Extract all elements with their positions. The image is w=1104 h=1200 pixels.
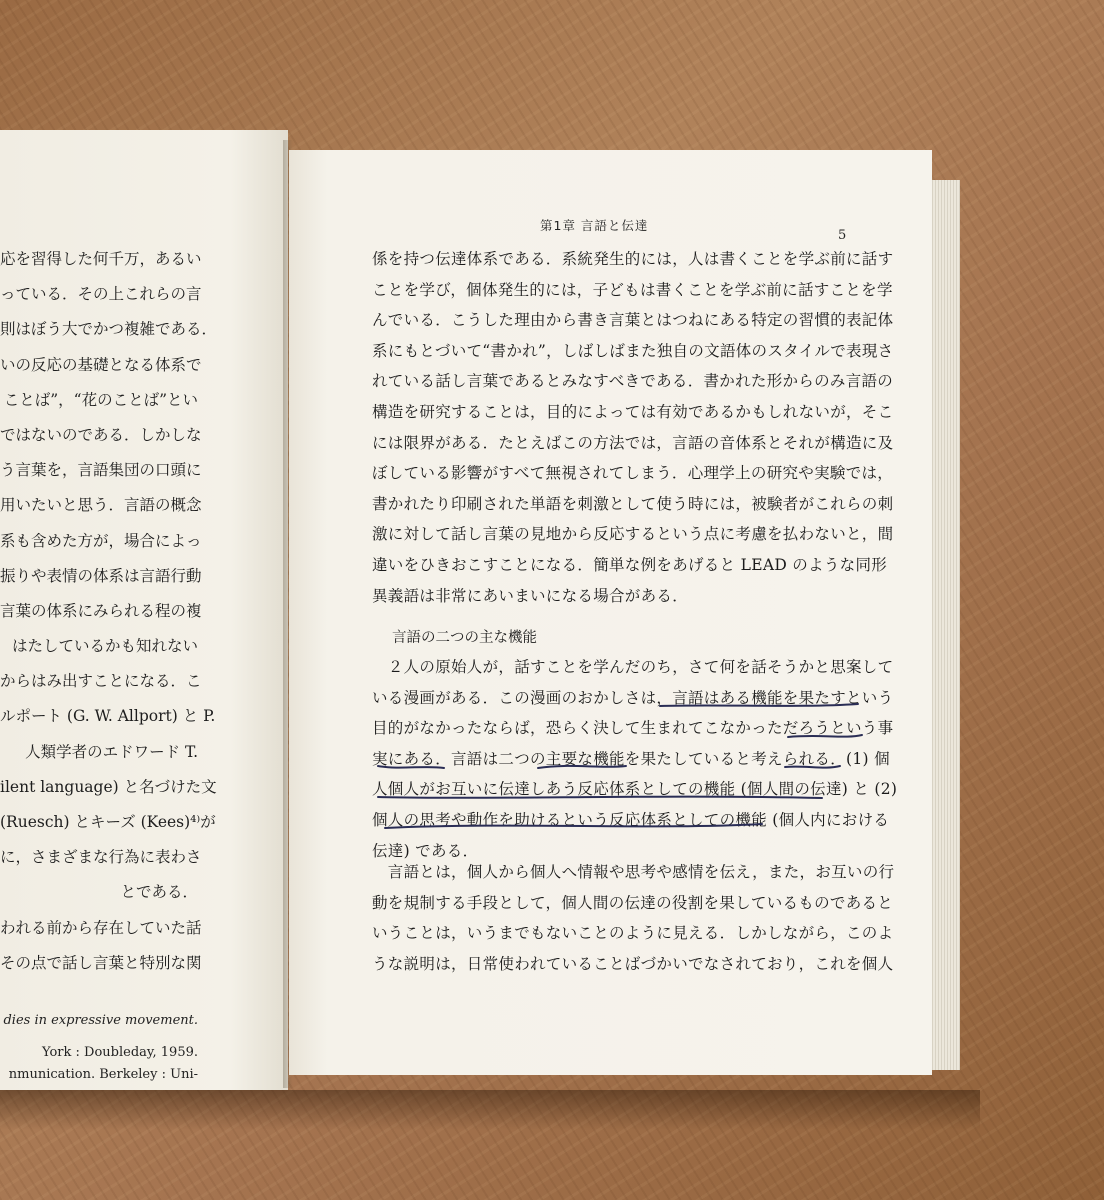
left-page-text	[0, 242, 288, 981]
left-footnotes	[0, 1010, 288, 1086]
footnote-line: dies in expressive movement.	[3, 1013, 198, 1028]
left-line: ilent language) と名づけた文	[0, 777, 217, 796]
text-line: 系にもとづいて“書かれ”，しばしばまた独自の文語体のスタイルで表現さ	[372, 341, 894, 360]
text-line: ２人の原始人が，話すことを学んだのち，さて何を話そうかと思案して	[372, 658, 894, 676]
left-line: いの反応の基礎となる体系で	[0, 355, 202, 374]
left-line: 則はぼう大でかつ複雑である．	[0, 320, 218, 339]
left-line: われる前から存在していた話	[0, 918, 202, 937]
left-line: に，さまざまな行為に表わさ	[0, 848, 202, 867]
paragraph-1	[372, 244, 894, 611]
left-line: とである．	[120, 883, 198, 902]
text-line: 実にある．言語は二つの主要な機能を果たしていると考えられる．(1) 個	[372, 749, 890, 768]
left-line: う言葉を，言語集団の口頭に	[0, 461, 202, 480]
text-line: 異義語は非常にあいまいになる場合がある．	[372, 586, 689, 605]
paragraph-3	[372, 857, 895, 979]
left-line: その点で話し言葉と特別な関	[0, 953, 202, 972]
text-line: 言語とは，個人から個人へ情報や思考や感情を伝え，また，お互いの行	[372, 863, 895, 881]
text-line: 激に対して話し言葉の見地から反応するという点に考慮を払わないと，間	[372, 525, 894, 544]
left-line: 振りや表情の体系は言語行動	[0, 566, 202, 585]
text-line: 違いをひきおこすことになる．簡単な例をあげると LEAD のような同形	[372, 555, 888, 574]
page-edges	[930, 180, 960, 1070]
text-line: 係を持つ伝達体系である．系統発生的には，人は書くことを学ぶ前に話す	[372, 250, 894, 268]
text-line: 目的がなかったならば，恐らく決して生まれてこなかっただろうという事	[372, 719, 894, 738]
text-line: 書かれたり印刷された単語を刺激として使う時には，被験者がこれらの刺	[372, 494, 894, 513]
text-line: 動を規制する手段として，個人間の伝達の役割を果しているものであると	[372, 893, 894, 912]
left-line: はたしているかも知れない	[11, 637, 198, 656]
running-header: 第1章 言語と伝達	[540, 218, 649, 233]
text-line: 人個人がお互いに伝達しあう反応体系としての機能 (個人間の伝達) と (2)	[372, 780, 898, 799]
left-line: ことば”，“花のことば”とい	[3, 390, 198, 409]
left-line: 応を習得した何千万，あるい	[0, 250, 202, 268]
left-line: (Ruesch) とキーズ (Kees)⁴⁾が	[0, 813, 216, 831]
left-line: ではないのである．しかしな	[0, 425, 202, 444]
text-line: いる漫画がある．この漫画のおかしさは，言語はある機能を果たすという	[372, 688, 894, 707]
text-line: 伝達) である．	[372, 841, 479, 860]
text-line: には限界がある．たとえばこの方法では，言語の音体系とそれが構造に及	[372, 433, 894, 452]
left-line: っている．その上これらの言	[0, 285, 202, 304]
book-shadow	[0, 1090, 980, 1130]
text-line: ことを学び，個体発生的には，子どもは書くことを学ぶ前に話すことを学	[372, 280, 893, 299]
text-line: れている話し言葉であるとみなすべきである．書かれた形からのみ言語の	[372, 372, 894, 391]
left-page	[0, 130, 288, 1090]
footnote-line: York : Doubleday, 1959.	[42, 1045, 198, 1060]
page-number: 5	[838, 228, 847, 243]
text-line: うな説明は，日常使われていることばづかいでなされており，これを個人	[372, 954, 894, 973]
left-line: からはみ出すことになる．こ	[0, 672, 202, 691]
text-line: ぼしている影響がすべて無視されてしまう．心理学上の研究や実験では，	[372, 464, 894, 483]
left-line: 用いたいと思う．言語の概念	[0, 496, 202, 515]
footnote-line: nmunication. Berkeley : Uni-	[8, 1067, 198, 1082]
left-line: 人類学者のエドワード T.	[25, 742, 198, 761]
left-line: 言葉の体系にみられる程の複	[0, 601, 202, 620]
text-line: いうことは，いうまでもないことのように見える．しかしながら，このよ	[372, 924, 894, 943]
left-line: 系も含めた方が，場合によっ	[0, 531, 202, 550]
text-line: 構造を研究することは，目的によっては有効であるかもしれないが，そこ	[372, 402, 894, 421]
section-heading: 言語の二つの主な機能	[392, 630, 537, 646]
text-line: 個人の思考や動作を助けるという反応体系としての機能 (個人内における	[372, 810, 890, 829]
left-line: ルポート (G. W. Allport) と P.	[0, 707, 216, 726]
text-line: んでいる．こうした理由から書き言葉とはつねにある特定の習慣的表記体	[372, 311, 894, 330]
paragraph-2	[372, 652, 898, 866]
